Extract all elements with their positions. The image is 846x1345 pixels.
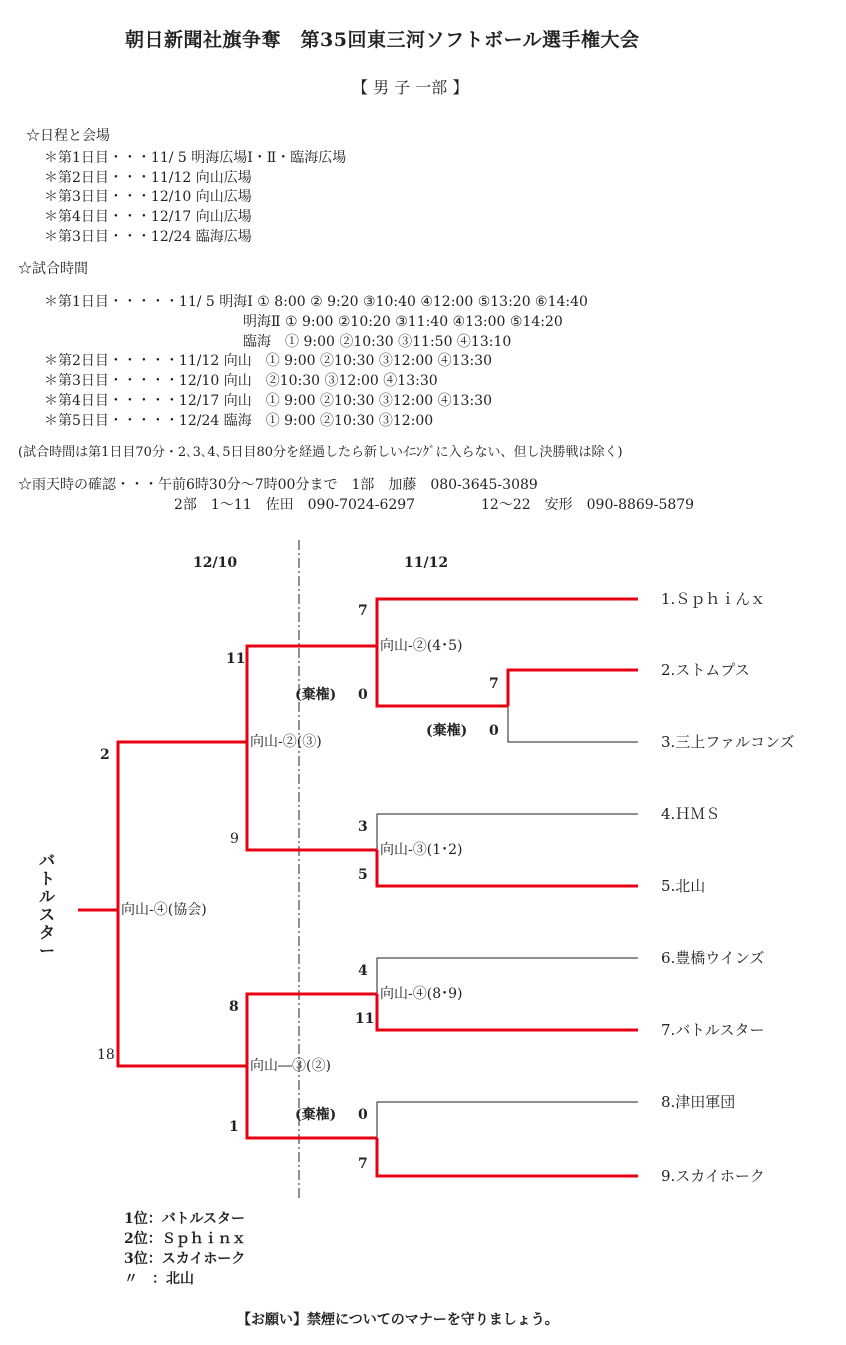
times-row: ＊第1日目・・・・・11/ 5 明海Ⅰ ① 8:00 ② 9:20 ③10:40 ④12:00 ⑤13:20 ⑥14:40	[44, 294, 588, 310]
venue-label: 向山-③(1･2)	[380, 842, 463, 858]
bracket-line	[508, 670, 638, 706]
times-note: (試合時間は第1日目70分・2､3､4､5日目80分を経過したら新しいｲﾆﾝｸﾞに入らない、但し決勝戦は除く)	[18, 445, 623, 460]
score: 0	[358, 1107, 368, 1123]
champion-label: バトルスター	[38, 851, 55, 960]
bracket-line	[118, 742, 247, 910]
score: 9	[230, 831, 239, 847]
schedule-heading: ☆日程と会場	[26, 128, 110, 144]
times-row: ＊第4日目・・・・・12/17 向山 ① 9:00 ②10:30 ③12:00 ④13:30	[44, 393, 492, 409]
venue-label: 向山-④(協会)	[121, 902, 207, 918]
rain-line: ☆雨天時の確認・・・午前6時30分～7時00分まで 1部 加藤 080-3645-3089	[18, 477, 538, 493]
schedule-item: ＊第4日目・・・12/17 向山広場	[44, 209, 252, 225]
result-line: 2位：Ｓｐｈｉｎｘ	[124, 1231, 246, 1247]
team-label: 3.三上ファルコンズ	[661, 733, 795, 751]
team-label: 8.津田軍団	[661, 1093, 736, 1111]
score: 5	[358, 867, 368, 883]
division-label: 【 男 子 一部 】	[352, 78, 469, 97]
result-line: 〃 ：北山	[124, 1271, 194, 1287]
page-title: 朝日新聞社旗争奪 第35回東三河ソフトボール選手権大会	[125, 29, 640, 51]
schedule-item: ＊第1日目・・・11/ 5 明海広場Ⅰ・Ⅱ・臨海広場	[44, 150, 347, 166]
team-label: 5.北山	[661, 877, 706, 895]
schedule-item: ＊第3日目・・・12/10 向山広場	[44, 189, 252, 205]
schedule-item: ＊第3日目・・・12/24 臨海広場	[44, 229, 252, 245]
rain-contact: 2部 1～11 佐田 090-7024-6297	[174, 497, 416, 513]
score: 3	[358, 819, 368, 835]
bracket-line	[508, 706, 638, 742]
score: 8	[229, 999, 239, 1015]
score: 2	[100, 747, 110, 763]
times-row: 明海Ⅱ ① 9:00 ②10:20 ③11:40 ④13:00 ⑤14:20	[243, 314, 563, 330]
result-line: 1位：バトルスター	[124, 1211, 246, 1227]
bracket-line	[377, 1102, 638, 1138]
schedule-item: ＊第2日目・・・11/12 向山広場	[44, 170, 252, 186]
score: 0	[489, 723, 499, 739]
rain-contact: 12～22 安形 090-8869-5879	[481, 497, 695, 513]
round-date-left: 12/10	[193, 555, 238, 571]
times-heading: ☆試合時間	[18, 261, 88, 277]
times-row: ＊第2日目・・・・・11/12 向山 ① 9:00 ②10:30 ③12:00 ④13:30	[44, 353, 492, 369]
times-row: 臨海 ① 9:00 ②10:30 ③11:50 ④13:10	[243, 334, 512, 350]
score: 11	[226, 651, 246, 667]
score: 7	[489, 676, 499, 692]
forfeit-label: (棄権)	[426, 723, 468, 739]
score: 0	[358, 687, 368, 703]
score: 11	[355, 1011, 375, 1027]
venue-label: 向山-④(8･9)	[380, 986, 463, 1002]
team-label: 7.バトルスター	[661, 1021, 765, 1039]
score: 1	[229, 1119, 239, 1135]
bracket-line	[118, 910, 247, 1066]
team-label: 6.豊橋ウインズ	[661, 949, 765, 967]
team-label: 2.ストムプス	[661, 661, 750, 679]
forfeit-label: (棄権)	[295, 687, 337, 703]
round-date-right: 11/12	[404, 555, 449, 571]
venue-label: 向山―③(②)	[250, 1058, 331, 1074]
team-label: 9.スカイホーク	[661, 1167, 765, 1185]
venue-label: 向山-②(4･5)	[380, 638, 463, 654]
bracket-line	[247, 994, 377, 1066]
result-line: 3位：スカイホーク	[124, 1251, 246, 1267]
venue-label: 向山-②(③)	[250, 734, 322, 750]
bracket-line	[377, 1138, 638, 1176]
forfeit-label: (棄権)	[295, 1107, 337, 1123]
team-label: 1.Ｓｐｈｉんｘ	[661, 590, 766, 608]
score: 18	[97, 1047, 115, 1063]
times-row: ＊第5日目・・・・・12/24 臨海 ① 9:00 ②10:30 ③12:00	[44, 413, 434, 429]
times-row: ＊第3日目・・・・・12/10 向山 ②10:30 ③12:00 ④13:30	[44, 373, 438, 389]
bracket-line	[247, 1066, 377, 1138]
score: 7	[358, 1156, 368, 1172]
score: 7	[358, 603, 368, 619]
team-label: 4.ＨＭＳ	[661, 805, 721, 823]
score: 4	[358, 963, 368, 979]
request-note: 【お願い】禁煙についてのマナーを守りましょう。	[237, 1312, 559, 1328]
